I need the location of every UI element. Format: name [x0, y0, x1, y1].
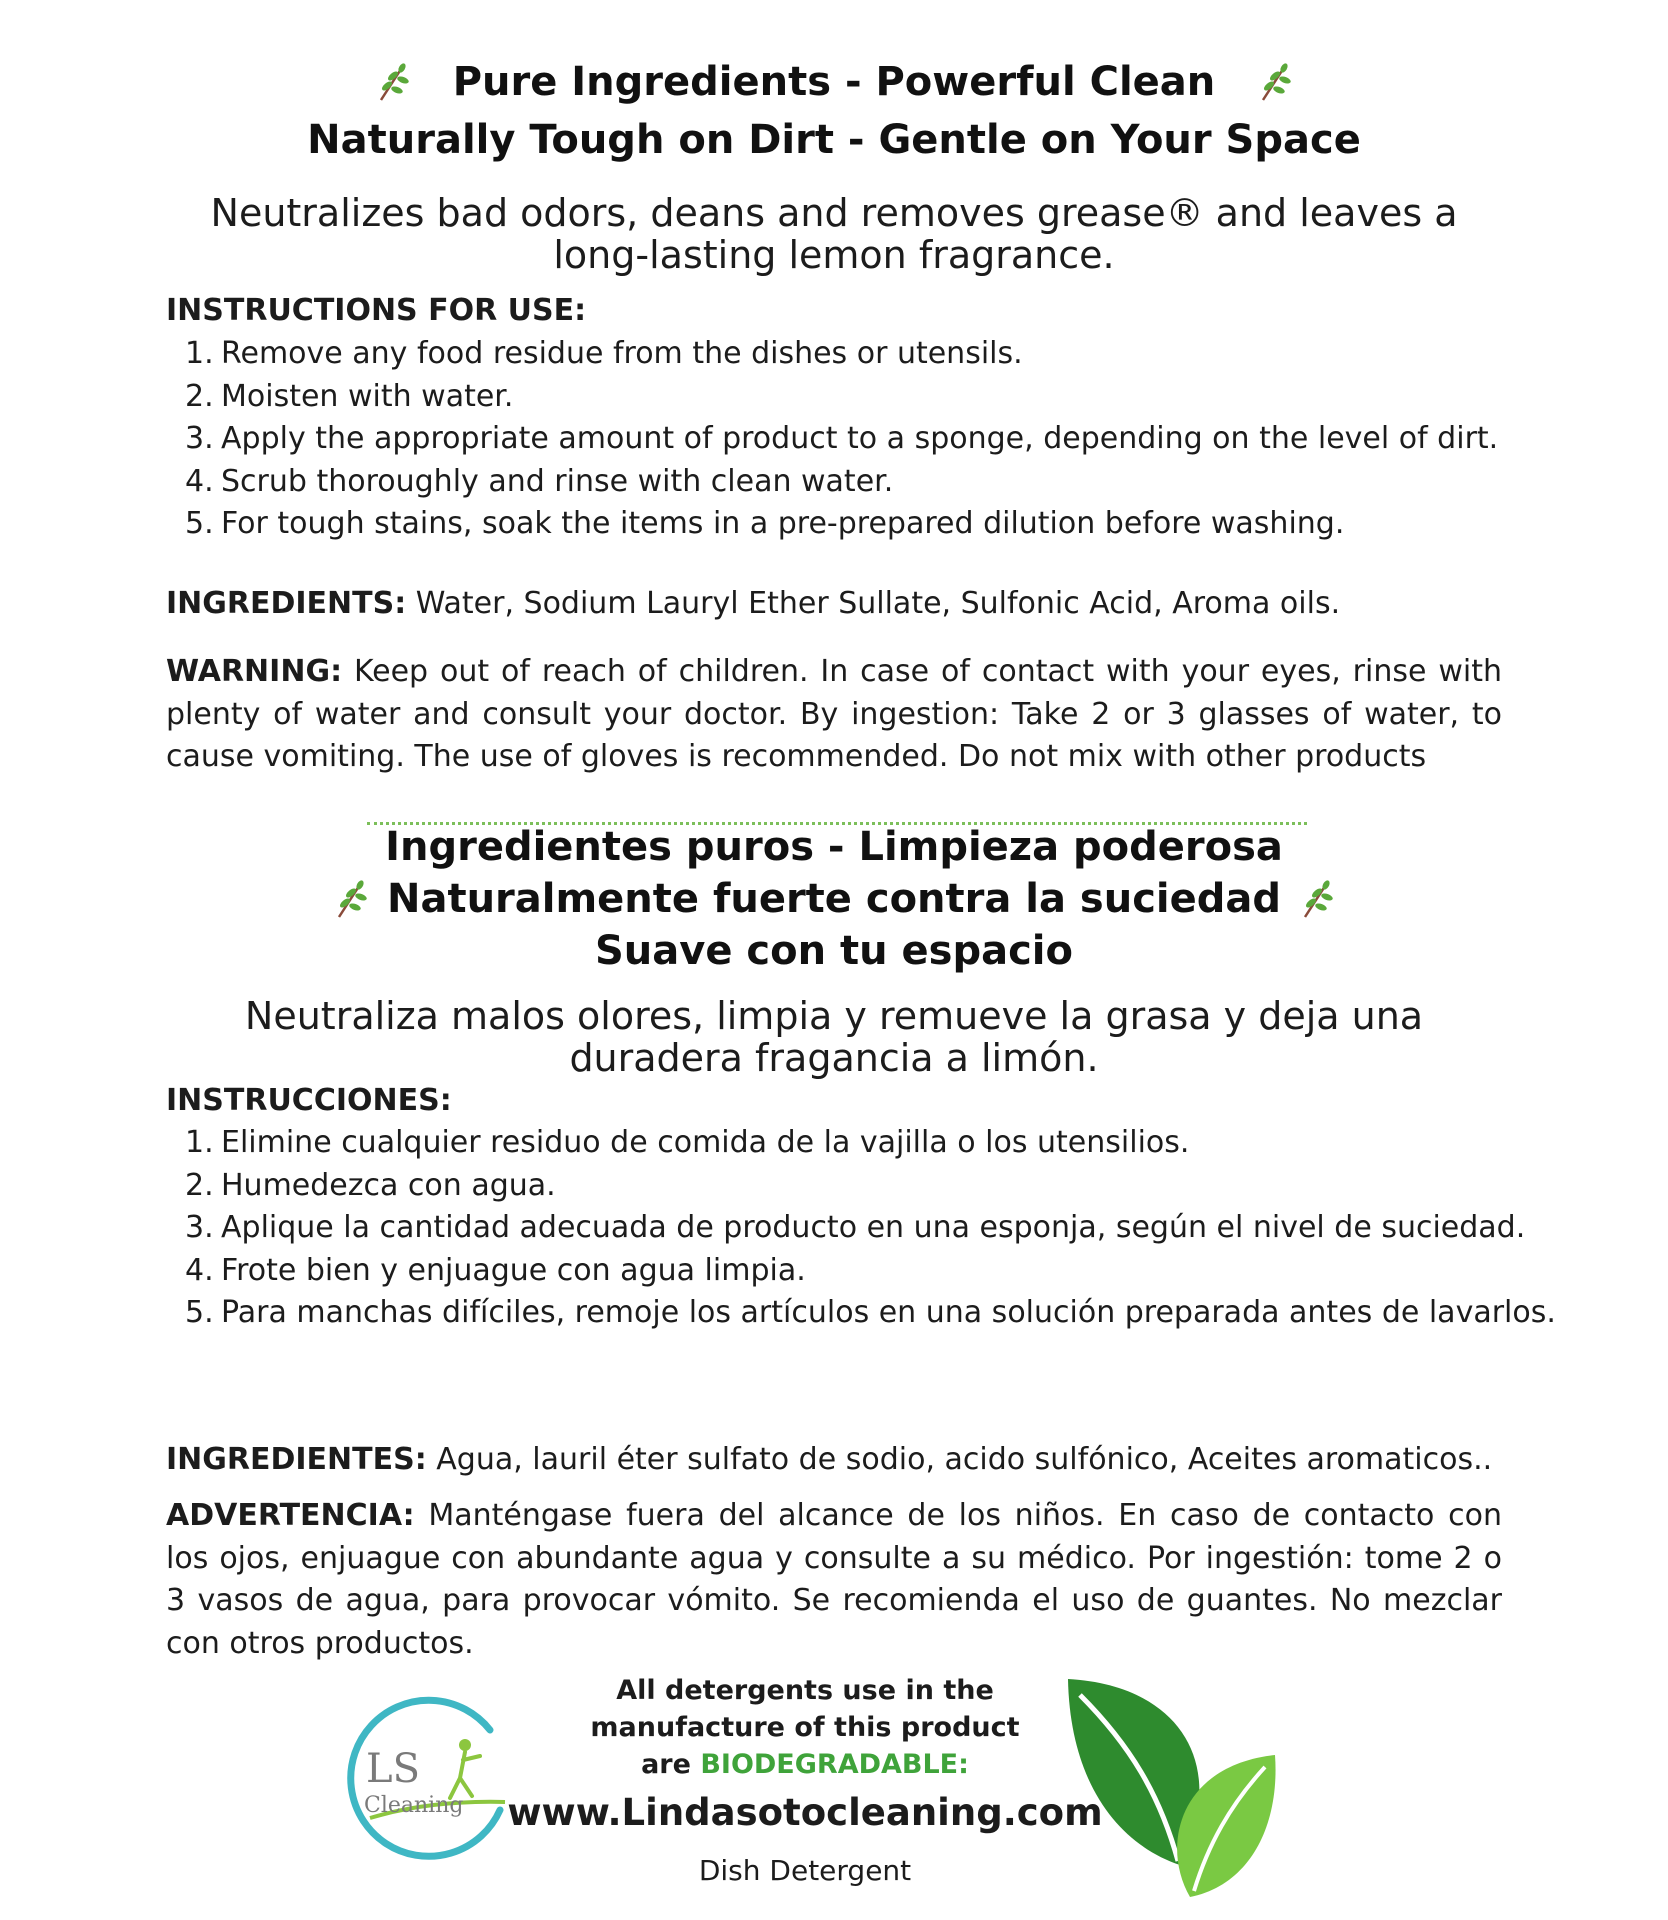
herb-sprig-icon: [1295, 877, 1339, 921]
subtitle-en: Naturally Tough on Dirt - Gentle on Your Space: [307, 117, 1361, 163]
logo-text-sub: Cleaning: [364, 1793, 464, 1818]
product-name: Dish Detergent: [698, 1854, 912, 1887]
ingredients-en: [166, 583, 1502, 626]
title-row-en: [0, 52, 1668, 112]
list-item: Frote bien y enjuague con agua limpia.: [221, 1252, 806, 1288]
green-leaves-icon: [1060, 1675, 1280, 1905]
ingredients-label-es: INGREDIENTES:: [166, 1442, 427, 1477]
instructions-list-es: [166, 1122, 1557, 1335]
instructions-list-en: [166, 333, 1557, 546]
page-title-en: Pure Ingredients - Powerful Clean: [452, 59, 1216, 105]
list-item: Elimine cualquier residuo de comida de la vajilla o los utensilios.: [221, 1125, 1190, 1160]
logo-text-main: LS: [366, 1746, 420, 1792]
title-row-es: [0, 872, 1668, 926]
instructions-heading-en: INSTRUCTIONS FOR USE:: [166, 293, 587, 328]
list-item: Scrub thoroughly and rinse with clean water.: [221, 463, 894, 499]
ingredients-es: [166, 1439, 1502, 1482]
herb-sprig-icon: [371, 60, 415, 104]
list-item: For tough stains, soak the items in a pre-prepared dilution before washing.: [221, 506, 1345, 541]
ingredients-text-es: Agua, lauril éter sulfato de sodio, acido sulfónico, Aceites aromaticos..: [426, 1442, 1493, 1477]
list-item: Humedezca con agua.: [221, 1167, 556, 1203]
lead-en: Neutralizes bad odors, deans and removes grease® and leaves a long-lasting lemon fragrance.: [210, 191, 1458, 277]
ingredients-label-en: INGREDIENTS:: [166, 586, 407, 621]
biodegradable-highlight: BIODEGRADABLE:: [700, 1749, 969, 1780]
title-es-line1: Ingredientes puros - Limpieza poderosa: [385, 824, 1283, 870]
website-link[interactable]: www.Lindasotocleaning.com: [507, 1791, 1103, 1834]
warning-en: [166, 651, 1502, 779]
title-es-line3: Suave con tu espacio: [595, 928, 1073, 974]
warning-es: [166, 1495, 1502, 1665]
list-item: Apply the appropriate amount of product to a sponge, depending on the level of dirt.: [221, 421, 1499, 456]
ls-cleaning-logo: [340, 1690, 520, 1870]
note-line-1: All detergents use in the: [616, 1675, 994, 1706]
warning-label-en: WARNING:: [166, 654, 343, 689]
warning-text-es: Manténgase fuera del alcance de los niños. En caso de contacto con los ojos, enjuague con abundante agua y consulte a su médico. Por ingestión: tome 2 o 3 vasos de agua, para provocar vómito. Se recomienda el uso de guantes. No mezclar con otros productos.: [166, 1498, 1502, 1661]
note-line-3-prefix: are: [641, 1749, 701, 1780]
note-line-3: [560, 1746, 1050, 1783]
note-line-2: manufacture of this product: [590, 1712, 1020, 1743]
list-item: Remove any food residue from the dishes or utensils.: [221, 336, 1023, 371]
lead-es: Neutraliza malos olores, limpia y remueve la grasa y deja una duradera fragancia a limón.: [244, 994, 1424, 1080]
warning-label-es: ADVERTENCIA:: [166, 1498, 415, 1533]
instructions-heading-es: INSTRUCCIONES:: [166, 1083, 452, 1118]
herb-sprig-icon: [1253, 60, 1297, 104]
list-item: Para manchas difíciles, remoje los artículos en una solución preparada antes de lavarlos.: [221, 1295, 1556, 1330]
herb-sprig-icon: [329, 877, 373, 921]
list-item: Aplique la cantidad adecuada de producto en una esponja, según el nivel de suciedad.: [221, 1210, 1526, 1245]
ingredients-text-en: Water, Sodium Lauryl Ether Sullate, Sulfonic Acid, Aroma oils.: [406, 586, 1341, 621]
title-es-line2: Naturalmente fuerte contra la suciedad: [386, 876, 1282, 922]
biodegradable-note: [560, 1672, 1050, 1783]
warning-text-en: Keep out of reach of children. In case of contact with your eyes, rinse with plenty of water and consult your doctor. By ingestion: Take 2 or 3 glasses of water, to cause vomiting. The use of gloves is recommended. Do not mix with other products: [166, 654, 1502, 774]
list-item: Moisten with water.: [221, 378, 514, 414]
